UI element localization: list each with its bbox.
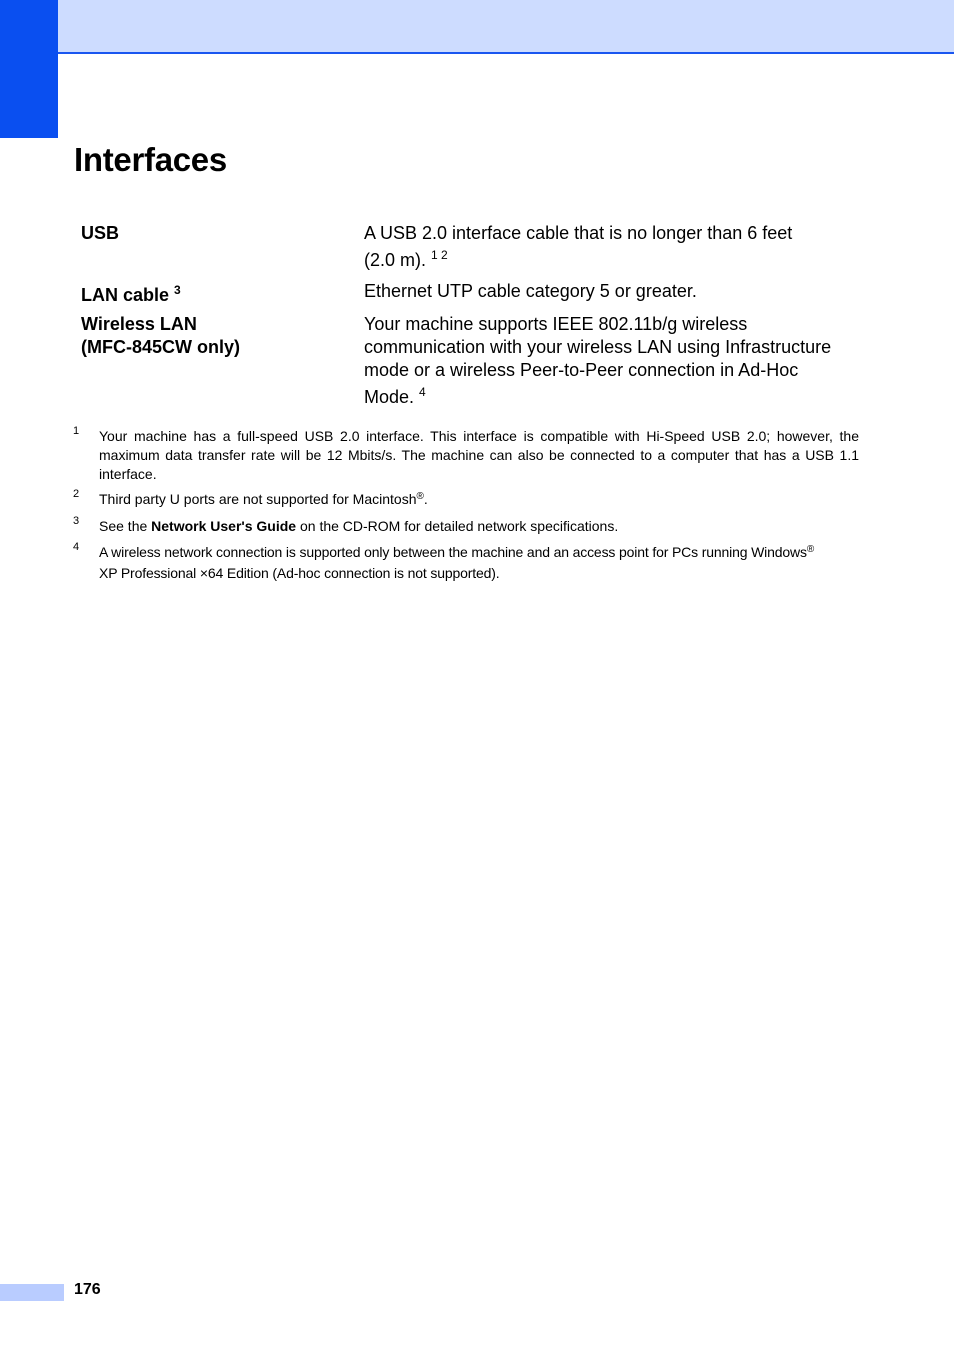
footnote-text: See the Network User's Guide on the CD-ROM for detailed network specifications. — [99, 518, 619, 534]
spec-label: Wireless LAN (MFC-845CW only) — [81, 314, 240, 357]
footnote-ref: 3 — [174, 283, 181, 297]
guide-name: Network User's Guide — [151, 518, 297, 534]
spec-value: Your machine supports IEEE 802.11b/g wireless communication with your wireless LAN using Infrastructure mode or a wireless Peer-to-Peer connection in Ad-Hoc Mode. $^4$ — [364, 314, 832, 407]
footnote-text: A wireless network connection is supported only between the machine and an access point for PCs running Windows® XP Professional ×64 Edition (Ad-hoc connection is not supported). — [99, 544, 815, 581]
footnote-text: Your machine has a full-speed USB 2.0 interface. This interface is compatible with Hi-Speed USB 2.0; however, the maximum data transfer rate will be 12 Mbits/s. The machine can also be connected to a computer that has a USB 1.1 interface. — [99, 428, 859, 482]
footnote-number: 4 — [73, 541, 80, 553]
spec-label: LAN cable $^3$ — [81, 283, 181, 305]
footnote-text: Third party U ports are not supported for Macintosh®. — [99, 491, 428, 507]
footnote-number: 3 — [73, 515, 80, 527]
footnote-ref: 4 — [419, 385, 426, 399]
header-band — [58, 0, 954, 54]
footnote-number: 1 — [73, 425, 80, 437]
page-number: 176 — [74, 1281, 101, 1298]
chapter-tab — [0, 0, 58, 138]
footer-bar — [0, 1284, 64, 1301]
spec-value: A USB 2.0 interface cable that is no longer than 6 feet (2.0 m). $^{1 2}$ — [364, 223, 793, 270]
footnote-ref: 1 2 — [431, 248, 448, 262]
page-title: Interfaces — [74, 141, 227, 178]
footnote-number: 2 — [73, 488, 80, 500]
spec-label: USB — [81, 223, 120, 243]
spec-value: Ethernet UTP cable category 5 or greater. — [364, 281, 697, 301]
